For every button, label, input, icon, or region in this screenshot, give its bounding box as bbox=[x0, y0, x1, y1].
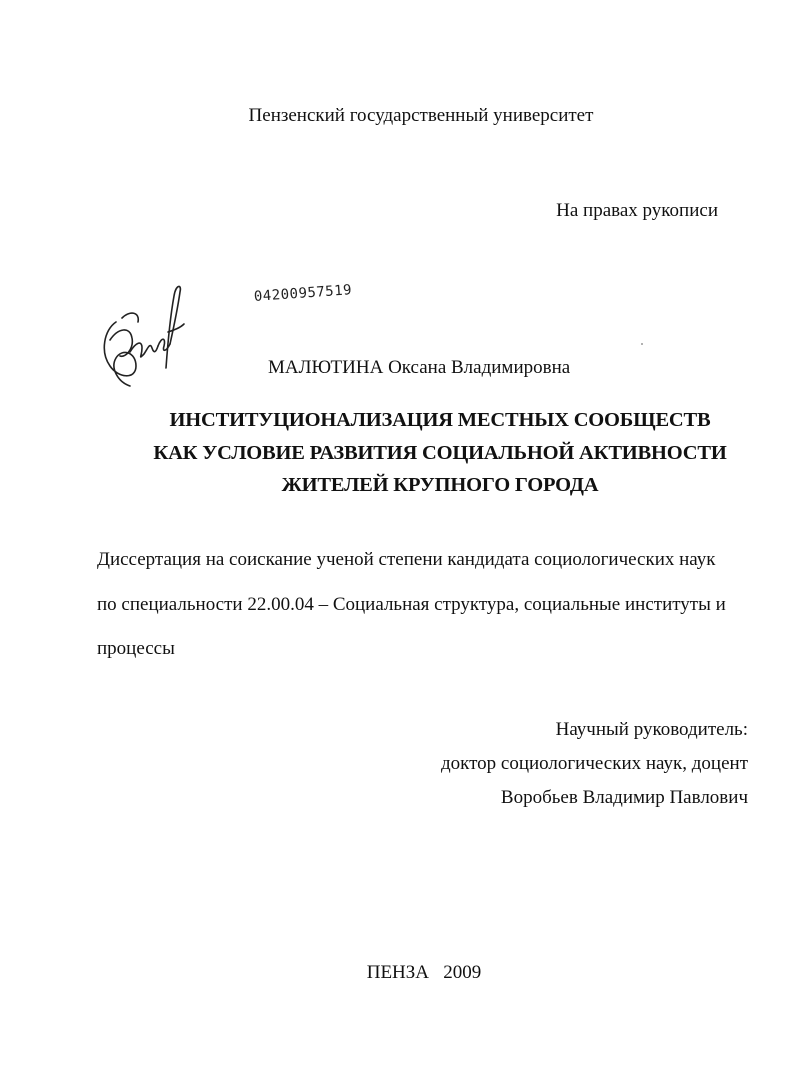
title-line: КАК УСЛОВИЕ РАЗВИТИЯ СОЦИАЛЬНОЙ АКТИВНОСТИ bbox=[153, 441, 727, 464]
university-name: Пензенский государственный университет bbox=[248, 105, 594, 126]
author-name: МАЛЮТИНА Оксана Владимировна bbox=[268, 357, 571, 378]
dissertation-title bbox=[0, 404, 797, 502]
supervisor-name: Воробьев Владимир Павлович bbox=[500, 787, 748, 808]
city-year bbox=[0, 961, 797, 985]
handwritten-signature bbox=[96, 282, 188, 390]
title-line: ИНСТИТУЦИОНАЛИЗАЦИЯ МЕСТНЫХ СООБЩЕСТВ bbox=[169, 409, 711, 431]
scan-speck bbox=[641, 343, 643, 345]
city-year-text: ПЕНЗА 2009 bbox=[366, 962, 482, 983]
rights-notice: На правах рукописи bbox=[556, 200, 718, 221]
supervisor-label: Научный руководитель: bbox=[555, 719, 748, 740]
description-line: по специальности 22.00.04 – Социальная структура, социальные институты и bbox=[97, 594, 726, 615]
title-line: ЖИТЕЛЕЙ КРУПНОГО ГОРОДА bbox=[281, 474, 599, 496]
registration-number: 04200957519 bbox=[253, 282, 353, 305]
description-line: процессы bbox=[97, 638, 175, 659]
description-line: Диссертация на соискание ученой степени кандидата социологических наук bbox=[97, 549, 716, 570]
supervisor-degree: доктор социологических наук, доцент bbox=[440, 753, 748, 774]
